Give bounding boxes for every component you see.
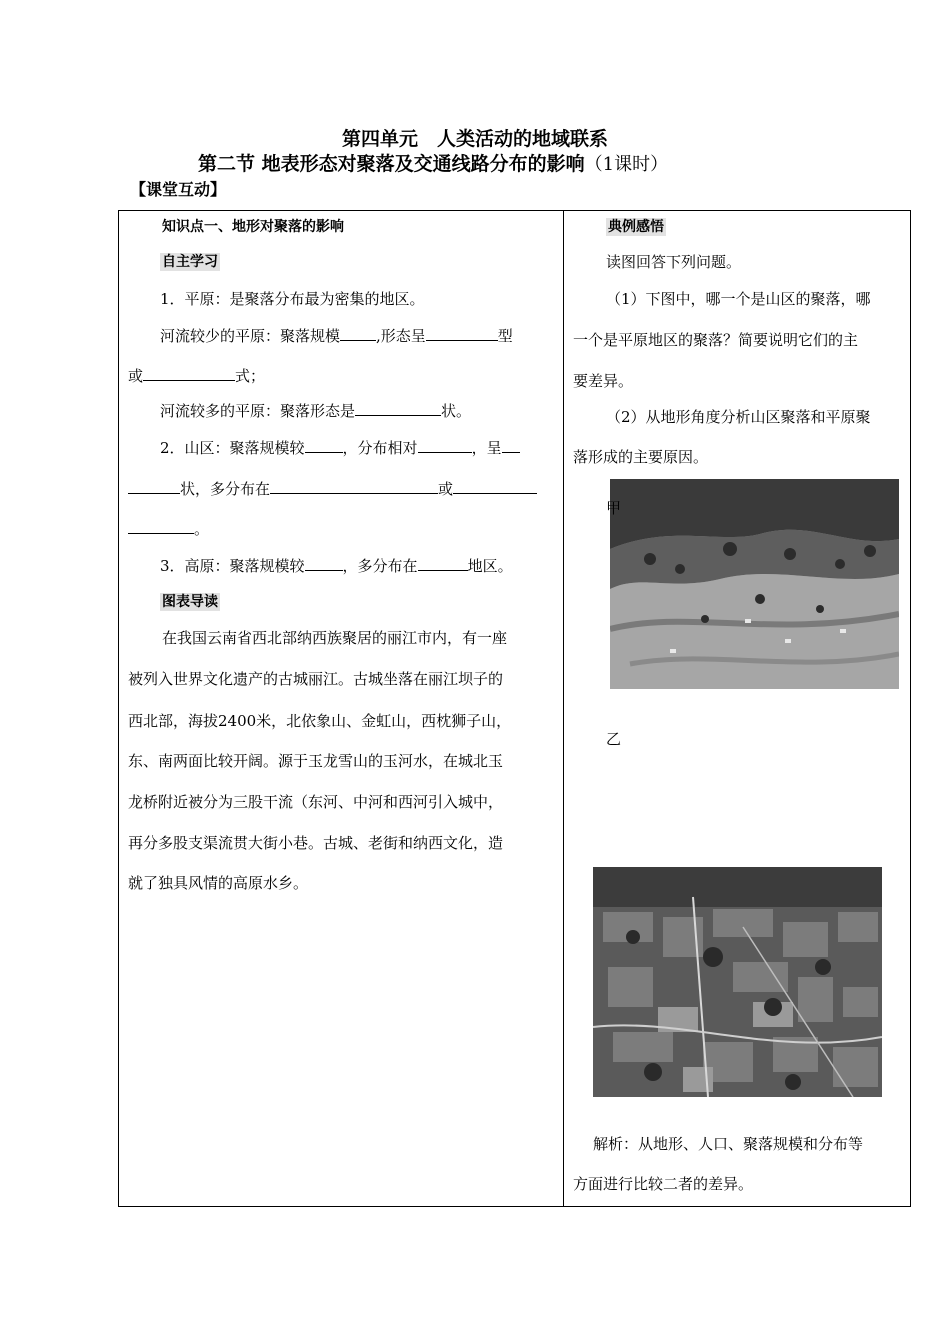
example-tag: 典例感悟 [608,219,664,235]
question-2-line: 落形成的主要原因。 [573,448,709,466]
q1c-pre: 河流较多的平原：聚落形态是 [160,402,356,420]
blank-field[interactable] [340,326,376,341]
passage-line: 在我国云南省西北部纳西族聚居的丽江市内，有一座 [162,629,508,647]
analysis-line: 方面进行比较二者的差异。 [573,1175,754,1193]
blank-field[interactable] [453,479,537,494]
q2b-line [128,478,537,499]
blank-field[interactable] [305,556,343,571]
q2c-end: 。 [194,520,210,538]
q1b-end: 式； [235,367,266,385]
photo-label-a: 甲 [606,499,622,517]
blank-field[interactable] [143,366,235,381]
q3-mid: ，多分布在 [342,557,418,575]
q2b-end: 或 [438,480,454,498]
q1-text: 1．平原：是聚落分布最为密集的地区。 [160,290,425,308]
section-title-text: 第二节 地表形态对聚落及交通线路分布的影响 [198,153,585,175]
question-1-line: （1）下图中，哪一个是山区的聚落，哪 [606,290,871,308]
q2-mid2: ，呈 [471,439,502,457]
q2-line [160,437,520,458]
photo-label-b: 乙 [606,730,622,748]
q1a-end: 型 [497,327,513,345]
blank-field[interactable] [418,556,468,571]
unit-title: 第四单元 人类活动的地域联系 [341,128,608,150]
blank-field[interactable] [128,479,180,494]
q1b-pre: 或 [128,367,144,385]
q1a-pre: 河流较少的平原：聚落规模 [160,327,341,345]
blank-field[interactable] [355,401,441,416]
q2c-line [128,518,209,539]
q1c-line [160,400,471,421]
analysis-line: 解析：从地形、人口、聚落规模和分布等 [593,1135,864,1153]
photo-plain-image [593,867,882,1097]
photo-mountain-image [610,479,899,689]
photo-plain-settlement [593,867,882,1097]
passage-line: 西北部，海拔2400米，北依象山、金虹山，西枕狮子山， [128,712,512,730]
section-hours: （1课时） [584,154,669,175]
self-study-tag: 自主学习 [162,254,218,270]
photo-mountain-settlement [610,479,899,689]
question-1-line: 一个是平原地区的聚落？简要说明它们的主 [573,331,859,349]
instruction-text: 读图回答下列问题。 [606,253,742,271]
passage-line: 东、南两面比较开阔。源于玉龙雪山的玉河水，在城北玉 [128,752,504,770]
passage-line: 就了独具风情的高原水乡。 [128,874,309,892]
section-title [198,149,668,176]
question-2-line: （2）从地形角度分析山区聚落和平原聚 [606,408,871,426]
q1b-line [128,365,265,386]
passage-line: 龙桥附近被分为三股干流（东河、中河和西河引入城中， [128,793,504,811]
q3-pre: 3．高原：聚落规模较 [160,557,305,575]
column-divider [563,210,564,1207]
blank-field[interactable] [128,519,194,534]
q1a-line [160,325,513,346]
question-1-line: 要差异。 [573,372,634,390]
chart-guide-tag: 图表导读 [162,594,218,610]
q3-end: 地区。 [467,557,513,575]
blank-field[interactable] [418,438,472,453]
q2-mid1: ，分布相对 [342,439,418,457]
activity-label: 【课堂互动】 [130,180,227,199]
blank-field[interactable] [270,479,438,494]
blank-field[interactable] [502,438,520,453]
knowledge-point-heading: 知识点一、地形对聚落的影响 [162,219,344,235]
passage-line: 被列入世界文化遗产的古城丽江。古城坐落在丽江坝子的 [128,670,504,688]
q2-pre: 2．山区：聚落规模较 [160,439,305,457]
q2b-mid: 状，多分布在 [180,480,271,498]
passage-line: 再分多股支渠流贯大街小巷。古城、老街和纳西文化，造 [128,834,504,852]
q3-line [160,555,513,576]
blank-field[interactable] [305,438,343,453]
blank-field[interactable] [426,326,498,341]
q1c-end: 状。 [441,402,472,420]
q1a-mid: ,形态呈 [376,327,426,345]
